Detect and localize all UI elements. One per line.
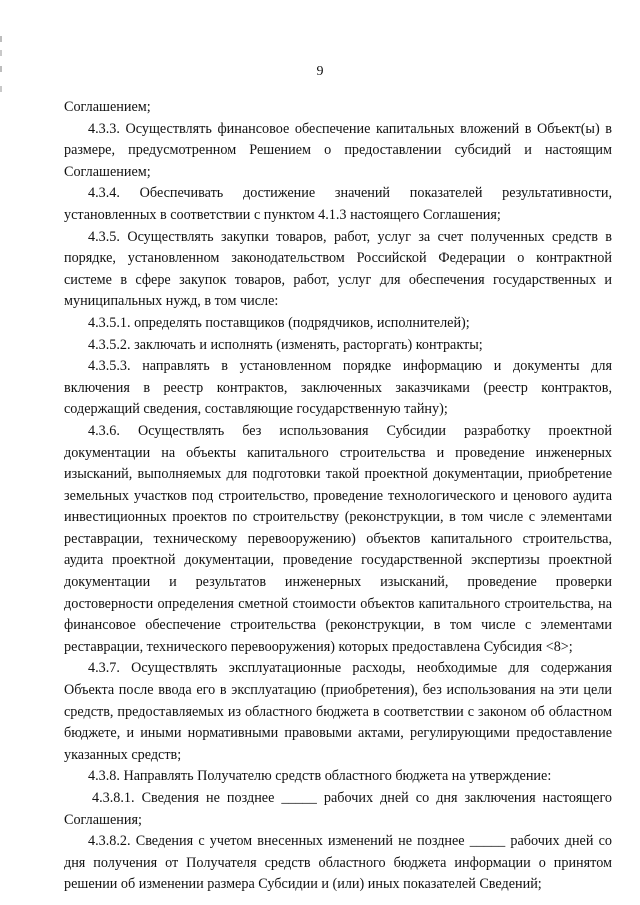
paragraph-4-3-5-2: 4.3.5.2. заключать и исполнять (изменять, расторгать) контракты; (88, 336, 483, 353)
paragraph-4-3-8-2: 4.3.8.2. Сведения с учетом внесенных изменений не позднее _____ рабочих дней со дня получения от Получателя средств областного бюджета информации о принятом решении об изменении размера Субсидии и (или) иных показателей Сведений; (64, 833, 612, 893)
page-number: 9 (316, 64, 324, 79)
paragraph-4-3-7: 4.3.7. Осуществлять эксплуатационные расходы, необходимые для содержания Объекта после ввода его в эксплуатацию (приобретения), без использования на эти цели средств, предоставляемых из областного бюджета в соответствии с законом об областном бюджете, и иными нормативными правовыми актами, регулирующими предоставление указанных средств; (64, 660, 612, 763)
paragraph-4-3-5: 4.3.5. Осуществлять закупки товаров, работ, услуг за счет полученных средств в порядке, установленном законодательством Российской Федерации о контрактной системе в сфере закупок товаров, работ, услуг для обеспечения государственных и муниципальных нужд, в том числе: (64, 228, 612, 310)
document-body (64, 97, 612, 896)
paragraph-4-3-5-3: 4.3.5.3. направлять в установленном порядке информацию и документы для включения в реестр контрактов, заключенных заказчиками (реестр контрактов, содержащий сведения, составляющие государственную тайну); (64, 358, 612, 418)
scan-edge-marks (0, 36, 2, 126)
paragraph-4-3-3: 4.3.3. Осуществлять финансовое обеспечение капитальных вложений в Объект(ы) в размере, предусмотренном Решением о предоставлении субсидий и настоящим Соглашением; (64, 120, 612, 180)
paragraph-4-3-8-1: 4.3.8.1. Сведения не позднее _____ рабочих дней со дня заключения настоящего Соглашения; (64, 790, 612, 828)
paragraph-4-3-4: 4.3.4. Обеспечивать достижение значений показателей результативности, установленных в соответствии с пунктом 4.1.3 настоящего Соглашения; (64, 185, 612, 223)
paragraph-4-3-8: 4.3.8. Направлять Получателю средств областного бюджета на утверждение: (88, 768, 552, 785)
paragraph-4-3-6: 4.3.6. Осуществлять без использования Субсидии разработку проектной документации на объекты капитального строительства и проведение инженерных изысканий, выполняемых для подготовки такой проектной документации, приобретение земельных участков под строительство, проведение технологического и ценового аудита инвестиционных проектов по строительству (реконструкции, в том числе с элементами реставрации, техническому перевооружению) объектов капитального строительства, аудита проектной документации, проведение государственной экспертизы проектной документации и результатов инженерных изысканий, проведение проверки достоверности определения сметной стоимости объектов капитального строительства, на финансовое обеспечение строительства (реконструкции, в том числе с элементами реставрации, технического перевооружения) которых предоставлена Субсидия <8>; (64, 422, 612, 655)
paragraph-continuation: Соглашением; (64, 99, 151, 115)
paragraph-4-3-5-1: 4.3.5.1. определять поставщиков (подрядчиков, исполнителей); (88, 314, 470, 331)
